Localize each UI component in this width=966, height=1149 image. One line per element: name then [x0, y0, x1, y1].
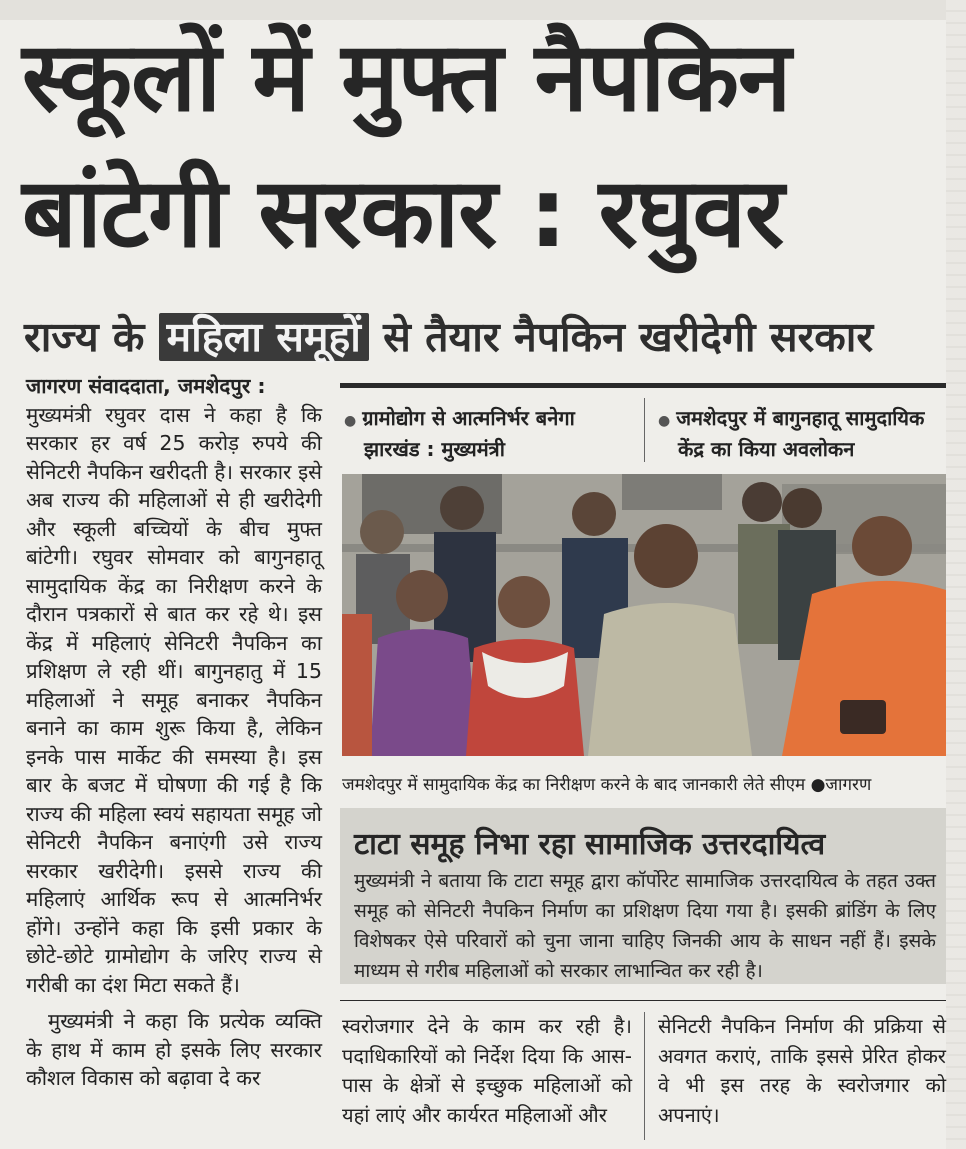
headline-line-2: बांटेगी सरकार : रघुवर	[22, 157, 784, 269]
bullet-point-2	[658, 404, 924, 463]
section-rule	[340, 383, 946, 388]
section-rule-bottom	[340, 1000, 946, 1001]
bullet-dot-icon: ●	[658, 413, 671, 429]
sidebar-body: मुख्यमंत्री ने बताया कि टाटा समूह द्वारा कॉर्पोरेट सामाजिक उत्तरदायित्व के तहत उक्त समूह को सेनिटरी नैपकिन निर्माण का प्रशिक्षण दिया गया है। इसकी ब्रांडिंग के लिए विशेषकर ऐसे परिवारों को चुना जाना चाहिए जिनकी आय के साधन नहीं हैं। इसके माध्यम से गरीब महिलाओं को सरकार लाभान्वित कर रही है।	[354, 870, 936, 982]
sidebar-title: टाटा समूह निभा रहा सामाजिक उत्तरदायित्व	[354, 827, 826, 862]
article-column-3: सेनिटरी नैपकिन निर्माण की प्रक्रिया से अवगत कराएं, ताकि इससे प्रेरित होकर वे भी इस तरह के स्वरोजगार को अपनाएं।	[658, 1014, 946, 1127]
article-paragraph-1: मुख्यमंत्री रघुवर दास ने कहा है कि सरकार हर वर्ष 25 करोड़ रुपये की सेनिटरी नैपकिन खरीदती है। सरकार इसे अब राज्य की महिलाओं से ही खरीदेगी और स्कूली बच्चियों के बीच मुफ्त बांटेगी। रघुवर सोमवार को बागुनहातू सामुदायिक केंद्र का निरीक्षण करने के दौरान पत्रकारों से बात कर रहे थे। इस केंद्र में महिलाएं सेनिटरी नैपकिन का प्रशिक्षण ले रही थीं। बागुनहातु में 15 महिलाओं ने समूह बनाकर नैपकिन बनाने का काम शुरू किया है, लेकिन इनके पास मार्केट की समस्या है। इस बार के बजट में घोषणा की गई है कि राज्य की महिला स्वयं सहायता समूह जो सेनिटरी नैपकिन बनाएंगी उसे राज्य सरकार खरीदेगी। इससे राज्य की महिलाएं आर्थिक रूप से आत्मनिर्भर होंगे। उन्होंने कहा कि इसी प्रकार के छोटे-छोटे ग्रामोद्योग के जरिए राज्य से गरीबी का दंश मिटा सकते हैं।	[26, 402, 322, 997]
article-column-1	[26, 372, 322, 1093]
article-column-2: स्वरोजगार देने के काम कर रही है। पदाधिकारियों को निर्देश दिया कि आस-पास के क्षेत्रों से इच्छुक महिलाओं को यहां लाएं और कार्यरत महिलाओं और	[342, 1014, 632, 1127]
news-photo-illustration	[342, 474, 946, 756]
headline-line-1: स्कूलों में मुफ्त नैपकिन	[22, 21, 791, 133]
subheadline	[24, 306, 873, 368]
column-divider	[644, 398, 645, 462]
subheadline-before: राज्य के	[24, 313, 159, 361]
bullet-2-line-1: जमशेदपुर में बागुनहातू सामुदायिक	[676, 406, 925, 430]
subheadline-after: से तैयार नैपकिन खरीदेगी सरकार	[368, 313, 874, 361]
subheadline-highlight: महिला समूहों	[159, 313, 369, 361]
bullet-dot-icon: ●	[344, 413, 357, 429]
bullet-point-1	[344, 404, 575, 463]
bullet-2-line-2: केंद्र का किया अवलोकन	[678, 437, 855, 461]
adjacent-column-bleed	[946, 0, 966, 1149]
bullet-1-line-2: झारखंड : मुख्यमंत्री	[364, 437, 505, 461]
sidebar-box	[340, 808, 946, 984]
adjacent-article-bleed	[0, 0, 946, 20]
dateline: जागरण संवाददाता, जमशेदपुर :	[26, 374, 266, 398]
bullet-1-line-1: ग्रामोद्योग से आत्मनिर्भर बनेगा	[362, 406, 575, 430]
article-paragraph-2: मुख्यमंत्री ने कहा कि प्रत्येक व्यक्ति के हाथ में काम हो इसके लिए सरकार कौशल विकास को बढ़ावा दे कर	[26, 1009, 322, 1090]
column-divider-bottom	[644, 1012, 645, 1140]
news-photo	[342, 474, 946, 756]
photo-caption: जमशेदपुर में सामुदायिक केंद्र का निरीक्षण करने के बाद जानकारी लेते सीएम ●जागरण	[342, 775, 872, 795]
